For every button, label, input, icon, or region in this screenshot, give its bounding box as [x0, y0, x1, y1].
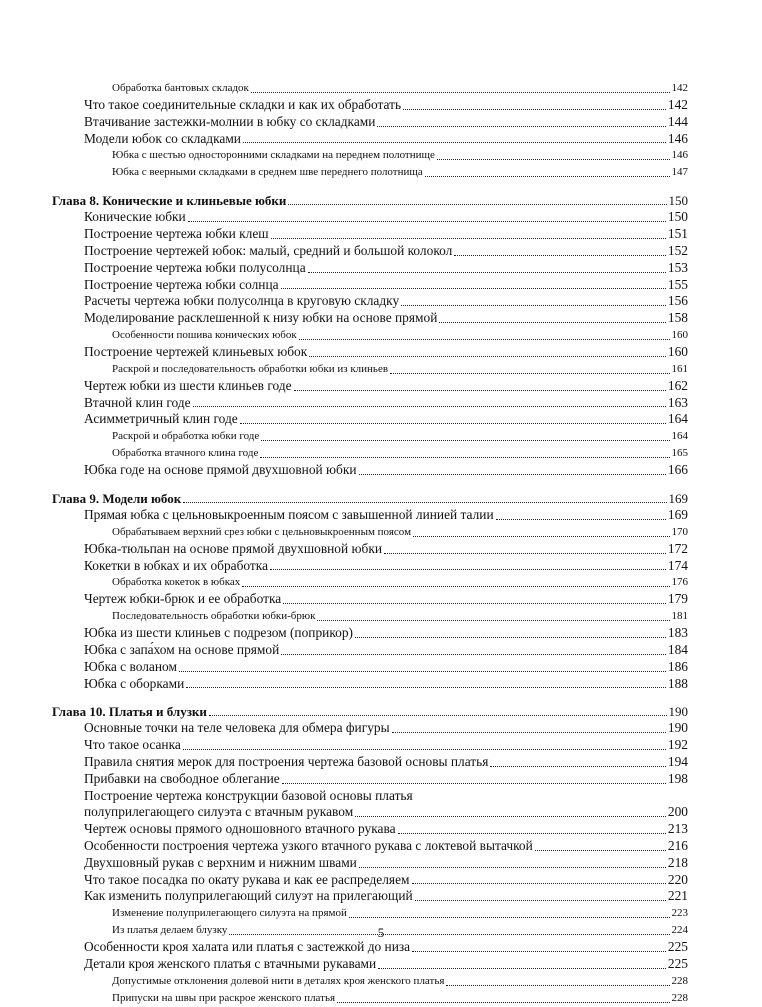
toc-entry-page: 151 — [667, 226, 688, 242]
dot-leader — [308, 272, 666, 273]
dot-leader — [243, 142, 666, 143]
toc-section-row[interactable] — [84, 310, 688, 327]
dot-leader — [392, 732, 666, 733]
toc-entry-title: Глава 8. Конические и клиньевые юбки — [52, 193, 287, 209]
toc-section-row[interactable] — [84, 226, 688, 243]
toc-entry-title: Расчеты чертежа юбки полусолнца в круговую складку — [84, 293, 400, 309]
toc-entry-page: 158 — [667, 310, 688, 326]
toc-section-row[interactable] — [84, 97, 688, 114]
dot-leader — [355, 637, 666, 638]
toc-entry-page: 172 — [667, 540, 688, 556]
toc-subsection-row[interactable] — [84, 428, 688, 445]
dot-leader — [281, 288, 666, 289]
toc-entry-title: Кокетки в юбках и их обработка — [84, 557, 269, 573]
toc-entry-page: 162 — [667, 377, 688, 393]
toc-entry-page: 147 — [671, 166, 688, 179]
toc-section-row[interactable] — [84, 558, 688, 575]
dot-leader — [412, 883, 666, 884]
dot-leader — [183, 749, 666, 750]
toc-entry-title: Последовательность обработки юбки-брюк — [112, 610, 316, 623]
toc-entry-page: 169 — [667, 506, 688, 522]
dot-leader — [288, 204, 666, 205]
toc-entry-page: 198 — [667, 770, 688, 786]
dot-leader — [413, 536, 669, 537]
toc-entry-title: Глава 10. Платья и блузки — [52, 704, 207, 720]
toc-section-row[interactable] — [84, 872, 688, 889]
toc-entry-title: Чертеж юбки из шести клиньев годе — [84, 377, 292, 393]
toc-section-row[interactable] — [84, 771, 688, 788]
toc-entry-title: Юбка с оборками — [84, 675, 185, 691]
toc-entry-page: 153 — [667, 259, 688, 275]
toc-entry-page: 183 — [667, 625, 688, 641]
dot-leader — [401, 305, 666, 306]
toc-entry-page: 160 — [667, 343, 688, 359]
toc-entry-title: Построение чертежей клиньевых юбок — [84, 343, 308, 359]
toc-entry-title: Что такое соединительные складки и как их обработать — [84, 97, 402, 112]
toc-entry-title: Особенности кроя халата или платья с застежкой до низа — [84, 939, 411, 955]
dot-leader — [281, 654, 666, 655]
toc-entry-page: 181 — [671, 610, 688, 623]
toc-entry-page: 150 — [667, 209, 688, 225]
toc-entry-title: Построение чертежей юбок: малый, средний и большой колокол — [84, 242, 453, 258]
dot-leader — [403, 109, 666, 110]
toc-entry-page: 156 — [667, 293, 688, 309]
toc-entry-page: 150 — [668, 193, 688, 209]
toc-section-row[interactable] — [84, 956, 688, 973]
toc-section-row[interactable] — [84, 754, 688, 771]
toc-subsection-row[interactable] — [84, 80, 688, 97]
toc-section-row[interactable] — [84, 642, 688, 659]
dot-leader — [261, 440, 669, 441]
toc-entry-title: Прибавки на свободное облегание — [84, 770, 280, 786]
toc-entry-page: 184 — [667, 641, 688, 657]
toc-entry-page: 186 — [667, 658, 688, 674]
toc-entry-title: Юбка с шестью односторонними складками на переднем полотнище — [112, 149, 435, 162]
toc-entry-page: 225 — [667, 939, 688, 955]
dot-leader — [439, 322, 666, 323]
dot-leader — [270, 569, 666, 570]
toc-entry-page: 176 — [671, 576, 688, 589]
dot-leader — [349, 917, 670, 918]
toc-entry-page: 228 — [671, 991, 688, 1004]
toc-entry-title: Юбка из шести клиньев с подрезом (поприкор) — [84, 625, 353, 641]
toc-subsection-row[interactable] — [84, 973, 688, 990]
dot-leader — [186, 687, 666, 688]
toc-subsection-row[interactable] — [84, 327, 688, 344]
toc-entry-page: 220 — [667, 871, 688, 887]
page-number: 5 — [377, 925, 385, 940]
toc-entry-page: 192 — [667, 737, 688, 753]
toc-section-row[interactable] — [84, 411, 688, 428]
toc-entry-title: Особенности пошива конических юбок — [112, 328, 297, 341]
toc-entry-title: Юбка годе на основе прямой двухшовной юбки — [84, 462, 357, 478]
dot-leader — [355, 816, 666, 817]
dot-leader — [437, 159, 670, 160]
toc-entry-title: Построение чертежа юбки солнца — [84, 276, 279, 292]
toc-entry-title: Глава 9. Модели юбок — [52, 490, 182, 506]
dot-leader — [209, 715, 667, 716]
dot-leader — [309, 356, 666, 357]
toc-entry-page: 164 — [667, 411, 688, 427]
dot-leader — [240, 423, 666, 424]
toc-entry-title: Двухшовный рукав с верхним и нижним швами — [84, 854, 357, 870]
dot-leader — [179, 671, 666, 672]
chapter-gap — [84, 181, 688, 192]
dot-leader — [490, 766, 665, 767]
toc-section-row[interactable] — [84, 260, 688, 277]
toc-section-row[interactable] — [84, 378, 688, 395]
toc-entry-title: Построение чертежа юбки клеш — [84, 226, 269, 242]
toc-entry-page: 146 — [667, 130, 688, 146]
toc-section-row[interactable] — [84, 888, 688, 905]
toc-section-row[interactable] — [84, 591, 688, 608]
toc-section-row[interactable] — [84, 676, 688, 693]
dot-leader — [299, 339, 670, 340]
toc-entry-page: 221 — [667, 888, 688, 904]
toc-subsection-row[interactable] — [84, 905, 688, 922]
toc-entry-title: Допустимые отклонения долевой нити в деталях кроя женского платья — [112, 974, 445, 987]
dot-leader — [359, 867, 666, 868]
toc-entry-page: 142 — [671, 82, 688, 94]
toc-entry-page: 216 — [667, 837, 688, 853]
dot-leader — [271, 238, 666, 239]
toc-section-row[interactable] — [84, 114, 688, 131]
dot-leader — [260, 457, 669, 458]
toc-entry-title: Юбка-тюльпан на основе прямой двухшовной юбки — [84, 540, 383, 556]
toc-entry-page: 174 — [667, 557, 688, 573]
toc-entry-page: 146 — [671, 149, 688, 162]
dot-leader — [283, 603, 666, 604]
dot-leader — [377, 126, 665, 127]
toc-entry-title: Обработка бантовых складок — [112, 82, 249, 94]
dot-leader — [412, 951, 666, 952]
toc-entry-title: Юбка с воланом — [84, 658, 177, 674]
toc-entry-page: 190 — [667, 720, 688, 736]
chapter-gap — [84, 479, 688, 490]
toc-entry-title: Обрабатываем верхний срез юбки с цельновыкроенным поясом — [112, 525, 412, 538]
dot-leader — [425, 176, 670, 177]
toc-subsection-row[interactable] — [84, 147, 688, 164]
toc-entry-page: 188 — [667, 675, 688, 691]
toc-entry-title: Основные точки на теле человека для обмера фигуры — [84, 720, 390, 736]
toc-entry-page: 161 — [671, 362, 688, 375]
toc-entry-title: полуприлегающего силуэта с втачным рукавом — [84, 804, 354, 820]
dot-leader — [384, 553, 666, 554]
toc-section-row[interactable] — [84, 659, 688, 676]
toc-section-row[interactable] — [84, 838, 688, 855]
toc-chapter-row[interactable] — [52, 703, 688, 720]
dot-leader — [496, 519, 666, 520]
toc-entry-title: Юбка с веерными складками в среднем шве переднего полотнища — [112, 166, 423, 179]
toc-entry-title: Особенности построения чертежа узкого втачного рукава с локтевой вытачкой — [84, 837, 533, 853]
toc-section-row[interactable] — [84, 243, 688, 260]
toc-section-row[interactable] — [84, 293, 688, 310]
toc-subsection-row[interactable] — [84, 608, 688, 625]
toc-entry-page: 218 — [667, 854, 688, 870]
dot-leader — [193, 406, 666, 407]
toc-entry-page: 169 — [668, 490, 688, 506]
toc-entry-title: Юбка с запа́хом на основе прямой — [84, 641, 280, 657]
toc-entry-title: Что такое посадка по окату рукава и как ее распределяем — [84, 871, 410, 887]
table-of-contents — [52, 80, 688, 1007]
toc-subsection-row[interactable] — [84, 574, 688, 591]
toc-entry-page: 160 — [671, 328, 688, 341]
toc-entry-title: Прямая юбка с цельновыкроенным поясом с завышенной линией талии — [84, 506, 494, 522]
toc-entry-page: 228 — [671, 974, 688, 987]
toc-subsection-row[interactable] — [84, 361, 688, 378]
toc-entry-title: Построение чертежа конструкции базовой основы платья — [84, 787, 413, 803]
toc-section-row[interactable] — [84, 625, 688, 642]
toc-entry-page: 224 — [671, 924, 688, 937]
toc-section-row[interactable] — [84, 395, 688, 412]
toc-entry-page: 165 — [671, 447, 688, 460]
toc-entry-title: Конические юбки — [84, 209, 186, 225]
toc-chapter-row[interactable] — [52, 490, 688, 507]
toc-entry-title: Обработка кокеток в юбках — [112, 576, 241, 589]
toc-section-row[interactable] — [84, 344, 688, 361]
toc-entry-title: Изменение полуприлегающего силуэта на прямой — [112, 907, 347, 920]
toc-entry-title: Втачивание застежки-молнии в юбку со складками — [84, 113, 376, 129]
toc-entry-title: Моделирование расклешенной к низу юбки на основе прямой — [84, 310, 438, 326]
dot-leader — [282, 783, 666, 784]
toc-entry-title: Чертеж юбки-брюк и ее обработка — [84, 591, 282, 607]
dot-leader — [251, 92, 670, 93]
toc-section-row[interactable] — [84, 462, 688, 479]
dot-leader — [398, 833, 666, 834]
dot-leader — [294, 390, 666, 391]
toc-entry-title: Модели юбок со складками — [84, 130, 241, 146]
toc-section-row[interactable] — [84, 855, 688, 872]
toc-entry-page: 163 — [667, 394, 688, 410]
dot-leader — [535, 850, 666, 851]
toc-section-row[interactable] — [84, 804, 688, 821]
toc-entry-title: Правила снятия мерок для построения чертежа базовой основы платья — [84, 753, 489, 769]
dot-leader — [359, 474, 666, 475]
toc-section-row[interactable] — [84, 737, 688, 754]
toc-entry-page: 155 — [667, 276, 688, 292]
toc-entry-title: Как изменить полуприлегающий силуэт на прилегающий — [84, 888, 413, 904]
toc-entry-page: 190 — [668, 704, 688, 720]
toc-entry-title: Раскрой и обработка юбки годе — [112, 430, 260, 443]
toc-entry-page: 164 — [671, 430, 688, 443]
dot-leader — [317, 620, 669, 621]
toc-subsection-row[interactable] — [84, 445, 688, 462]
dot-leader — [183, 502, 666, 503]
dot-leader — [454, 255, 666, 256]
toc-entry-title: Раскрой и последовательность обработки юбки из клиньев — [112, 362, 389, 375]
toc-entry-title: Втачной клин годе — [84, 394, 191, 410]
toc-section-row[interactable] — [84, 788, 688, 805]
toc-entry-title: Припуски на швы при раскрое женского платья — [112, 991, 336, 1004]
toc-entry-title: Обработка втачного клина годе — [112, 447, 259, 460]
toc-section-row[interactable] — [84, 821, 688, 838]
dot-leader — [242, 586, 669, 587]
dot-leader — [188, 221, 666, 222]
toc-entry-page: 142 — [667, 97, 688, 112]
toc-entry-page: 170 — [671, 525, 688, 538]
toc-entry-page: 194 — [667, 753, 688, 769]
toc-entry-title: Чертеж основы прямого одношовного втачного рукава — [84, 821, 396, 837]
toc-entry-title: Из платья делаем блузку — [112, 924, 228, 937]
dot-leader — [378, 968, 666, 969]
toc-section-row[interactable] — [84, 277, 688, 294]
toc-entry-title: Асимметричный клин годе — [84, 411, 238, 427]
chapter-gap — [84, 692, 688, 703]
toc-entry-title: Построение чертежа юбки полусолнца — [84, 259, 306, 275]
toc-entry-page: 225 — [667, 955, 688, 971]
toc-section-row[interactable] — [84, 541, 688, 558]
toc-entry-page: 166 — [667, 462, 688, 478]
toc-entry-page: 179 — [667, 591, 688, 607]
toc-section-row[interactable] — [84, 720, 688, 737]
dot-leader — [390, 373, 669, 374]
toc-entry-page: 144 — [667, 113, 688, 129]
toc-subsection-row[interactable] — [84, 524, 688, 541]
toc-entry-page: 213 — [667, 821, 688, 837]
toc-section-row[interactable] — [84, 209, 688, 226]
dot-leader — [415, 900, 666, 901]
toc-entry-page: 200 — [667, 804, 688, 820]
toc-subsection-row[interactable] — [84, 164, 688, 181]
toc-entry-title: Детали кроя женского платья с втачными рукавами — [84, 955, 377, 971]
toc-section-row[interactable] — [84, 131, 688, 148]
toc-entry-page: 152 — [667, 242, 688, 258]
toc-chapter-row[interactable] — [52, 192, 688, 209]
toc-section-row[interactable] — [84, 939, 688, 956]
toc-entry-title: Что такое осанка — [84, 737, 181, 753]
toc-entry-page: 223 — [671, 907, 688, 920]
toc-subsection-row[interactable] — [84, 990, 688, 1007]
dot-leader — [337, 1002, 669, 1003]
dot-leader — [446, 985, 669, 986]
toc-section-row[interactable] — [84, 507, 688, 524]
